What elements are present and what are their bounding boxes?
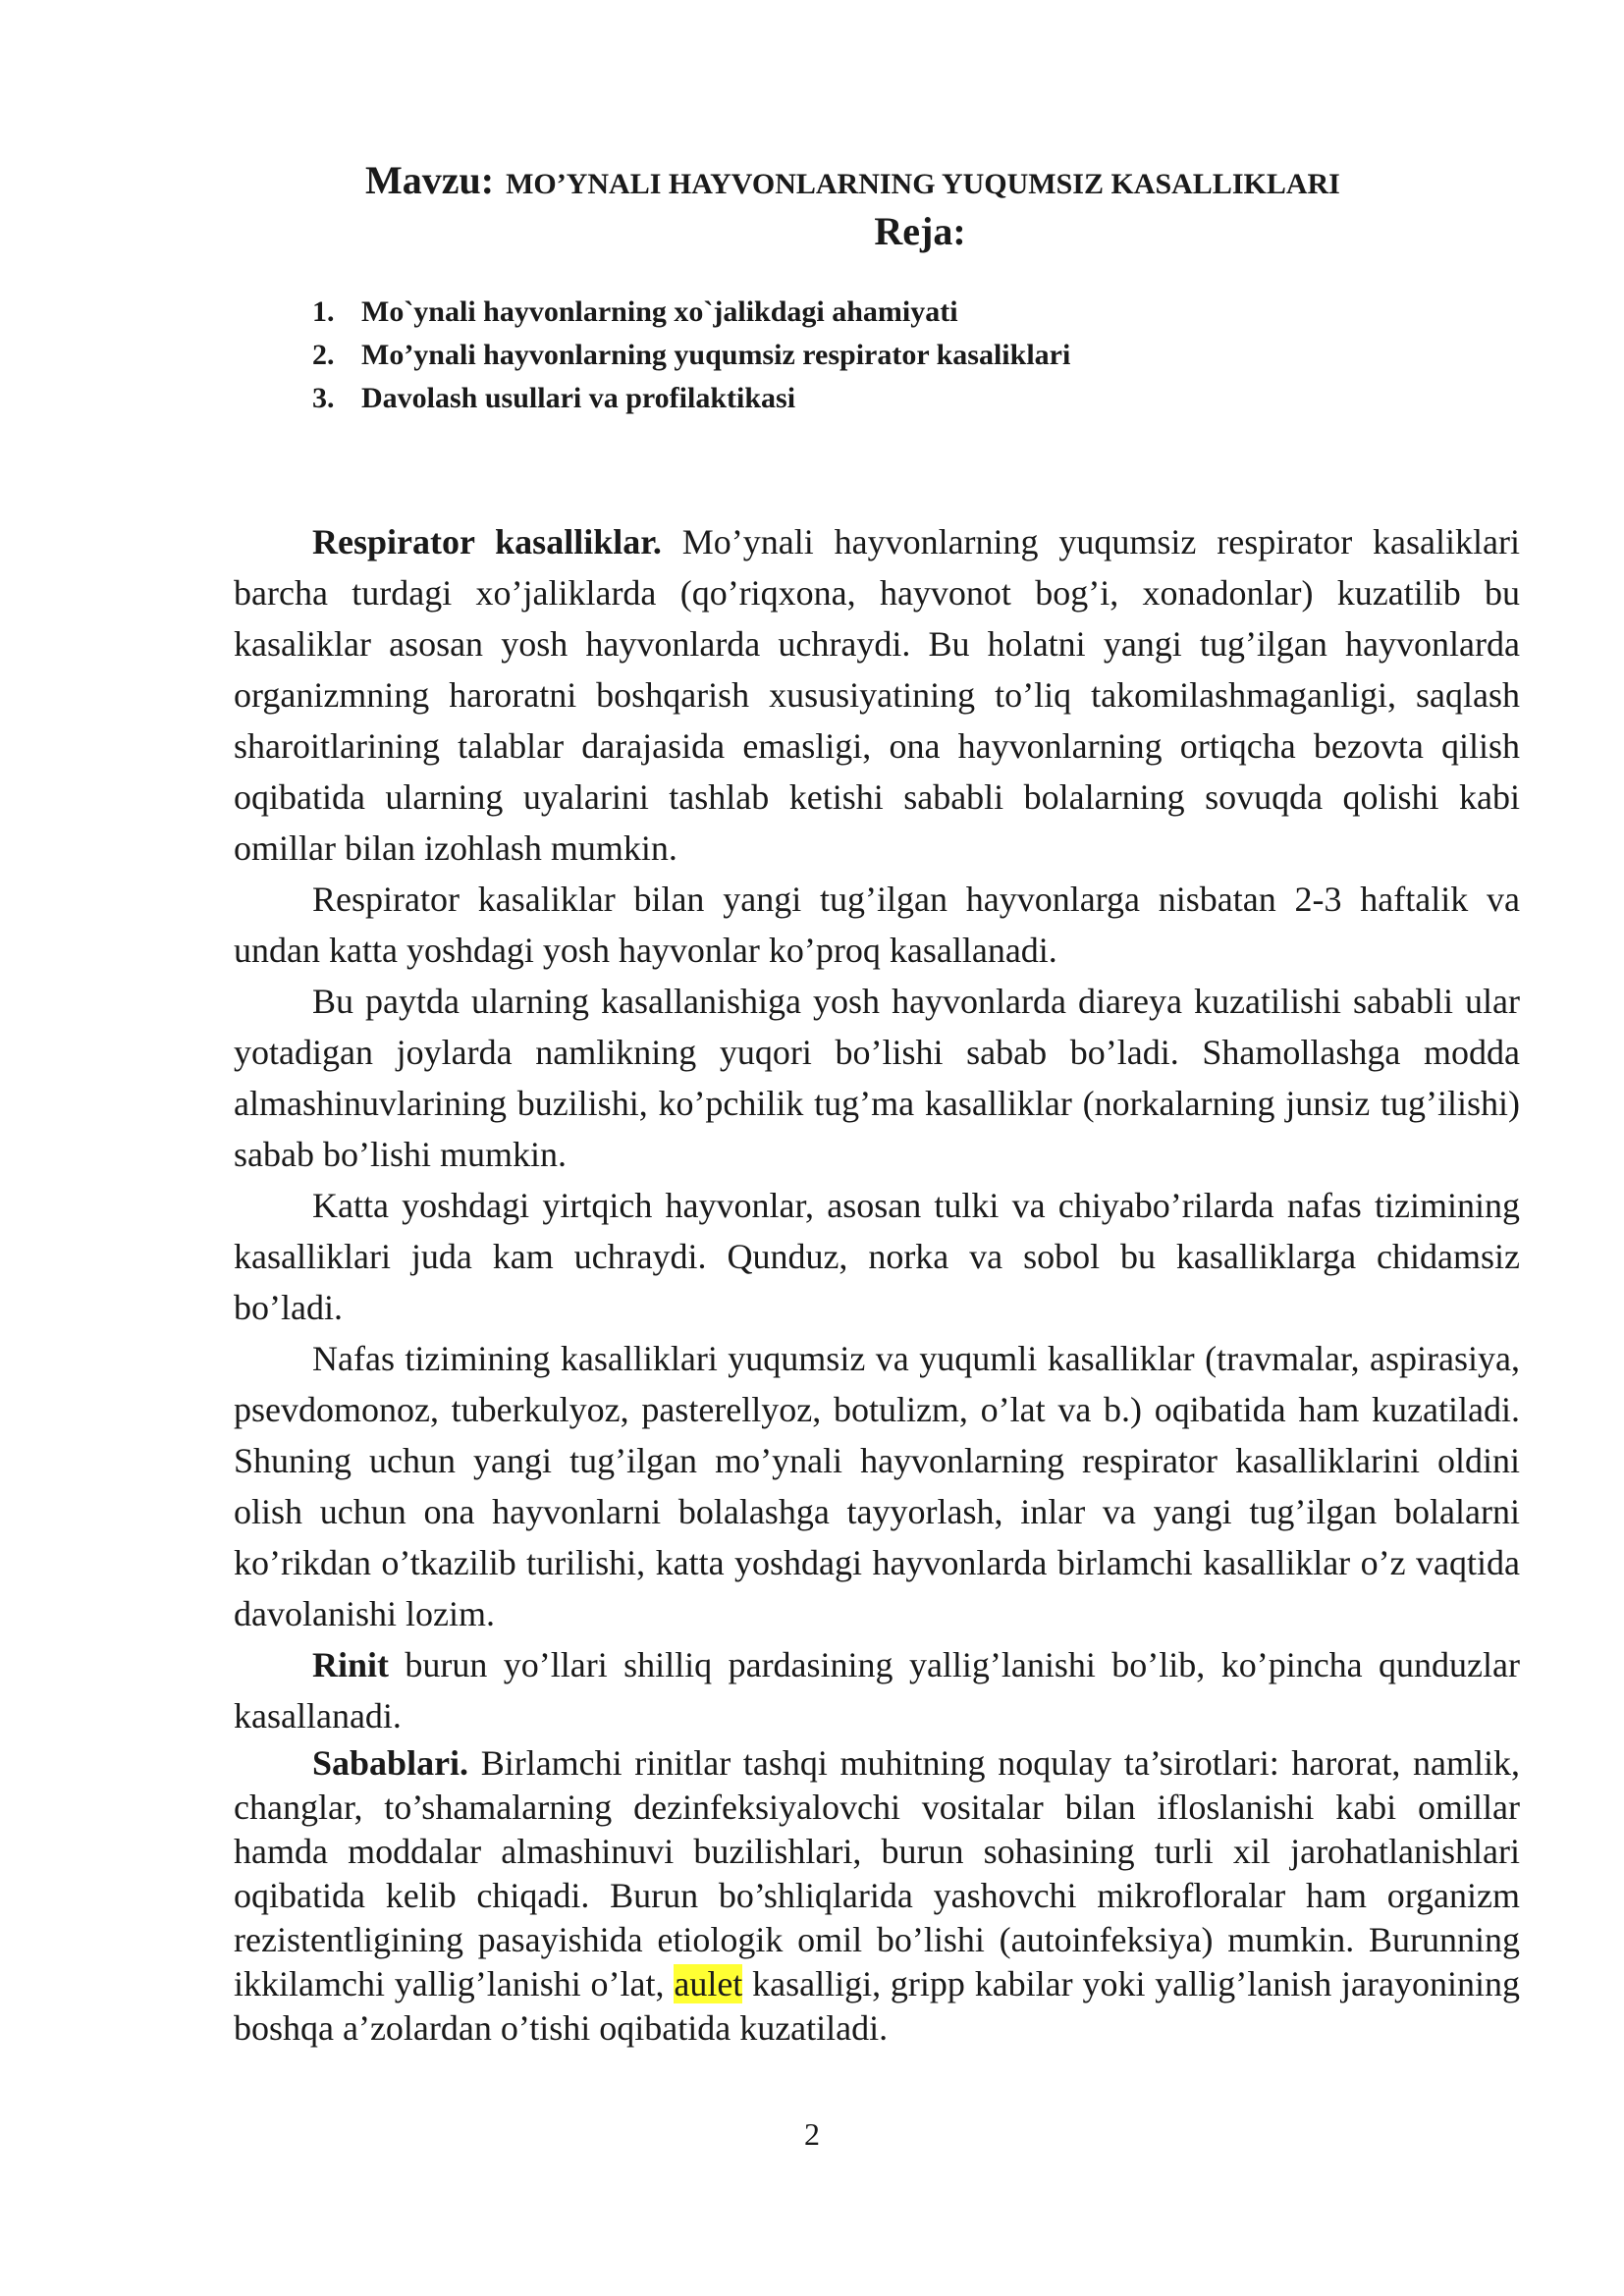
plan-item [312,377,1070,420]
paragraph-respiratory [234,516,1520,874]
topic-title: MO’YNALI HAYVONLARNING YUQUMSIZ KASALLIKLARI [506,168,1340,200]
topic-label: Mavzu: [365,158,495,202]
plan-item [312,334,1070,377]
paragraph-causes-diarrhea: Bu paytda ularning kasallanishiga yosh hayvonlarda diareya kuzatilishi sababli ular yotadigan joylarda namlikning yuqori bo’lishi sabab bo’ladi. Shamollashga modda almashinuvlarining buzilishi, ko’pchilik tug’ma kasalliklar (norkalarning junsiz tug’ilishi) sabab bo’lishi mumkin. [234,982,1520,1174]
plan-item [312,291,1070,334]
page-number: 2 [804,2116,820,2152]
paragraph-rhinitis [234,1639,1520,1741]
plan-item-text: Davolash usullari va profilaktikasi [361,382,796,414]
plan-list [312,291,1070,420]
topic-heading [365,157,1543,203]
paragraph-age-groups: Respirator kasaliklar bilan yangi tug’ilgan hayvonlarga nisbatan 2-3 haftalik va undan katta yoshdagi yosh hayvonlar ko’proq kasallanadi. [234,880,1520,970]
paragraph-text: Mo’ynali hayvonlarning yuqumsiz respirator kasaliklari barcha turdagi xo’jaliklarda (qo’riqxona, hayvonot bog’i, xonadonlar) kuzatilib bu kasaliklar asosan yosh hayvonlarda uchraydi. Bu holatni yangi tug’ilgan hayvonlarda organizmning haroratni boshqarish xususiyatining to’liq takomilashmaganligi, saqlash sharoitlarining talablar darajasida emasligi, ona hayvonlarning ortiqcha bezovta qilish oqibatida ularning uyalarini tashlab ketishi sababli bolalarning sovuqda qolishi kabi omillar bilan izohlash mumkin. [234,522,1520,868]
document-body [234,516,1520,2051]
paragraph-text: kasalligi, gripp kabilar yoki yallig’lanish jarayonining boshqa a’zolardan o’tishi oqibatida kuzatiladi. [234,1964,1520,2048]
paragraph-adult-predators: Katta yoshdagi yirtqich hayvonlar, asosan tulki va chiyabo’rilarda nafas tizimining kasalliklari juda kam uchraydi. Qunduz, norka va sobol bu kasalliklarga chidamsiz bo’ladi. [234,1186,1520,1327]
plan-item-text: Mo`ynali hayvonlarning xo`jalikdagi ahamiyati [361,295,958,328]
paragraph-text: Birlamchi rinitlar tashqi muhitning noqulay ta’sirotlari: harorat, namlik, changlar, to’shamalarning dezinfeksiyalovchi vositalar bilan ifloslanishi kabi omillar hamda moddalar almashinuvi buzilishlari, burun sohasining turli xil jarohatlanishlari oqibatida kelib chiqadi. Burun bo’shliqlarida yashovchi mikrofloralar ham organizm rezistentligining pasayishida etiologik omil bo’lishi (autoinfeksiya) mumkin. Burunning ikkilamchi yallig’lanishi o’lat, [234,1743,1520,2003]
highlighted-word: aulet [674,1964,743,2003]
paragraph-lead: Rinit [312,1645,390,1684]
plan-item-number: 2. [312,339,335,371]
paragraph-lead: Sabablari. [312,1743,469,1783]
paragraph-lead: Respirator kasalliklar. [312,522,662,561]
plan-heading: Reja: [874,209,966,253]
paragraph-causes [234,1741,1520,2051]
plan-item-number: 3. [312,382,335,414]
paragraph-text: burun yo’llari shilliq pardasining yallig’lanishi bo’lib, ko’pincha qunduzlar kasallanadi. [234,1645,1520,1735]
paragraph-prevention: Nafas tizimining kasalliklari yuqumsiz va yuqumli kasalliklar (travmalar, aspirasiya, psevdomonoz, tuberkulyoz, pasterellyoz, botulizm, o’lat va b.) oqibatida ham kuzatiladi. Shuning uchun yangi tug’ilgan mo’ynali hayvonlarning respirator kasalliklarini oldini olish uchun ona hayvonlarni bolalashga tayyorlash, inlar va yangi tug’ilgan bolalarni ko’rikdan o’tkazilib turilishi, katta yoshdagi hayvonlarda birlamchi kasalliklar o’z vaqtida davolanishi lozim. [234,1339,1520,1633]
plan-item-text: Mo’ynali hayvonlarning yuqumsiz respirator kasaliklari [361,339,1071,371]
plan-item-number: 1. [312,295,335,328]
